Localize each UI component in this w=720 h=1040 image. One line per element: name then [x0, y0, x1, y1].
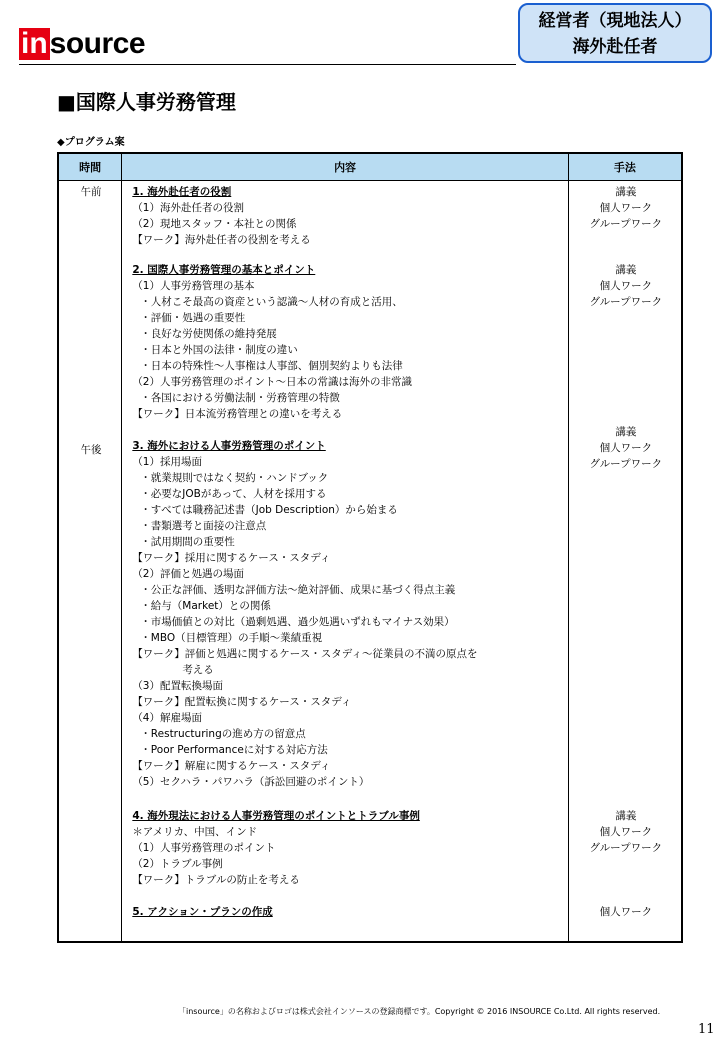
- content-line: （1）採用場面: [132, 455, 202, 468]
- content-line: （1）人事労務管理の基本: [132, 279, 255, 292]
- table-header-row: [58, 153, 682, 180]
- method-line: 個人ワーク: [599, 279, 653, 292]
- method-line: 個人ワーク: [599, 825, 653, 838]
- content-heading: 2. 国際人事労務管理の基本とポイント: [132, 263, 316, 276]
- header-method: 手法: [568, 153, 682, 180]
- content-line: （2）現地スタッフ・本社との関係: [132, 217, 297, 230]
- method-line: 講義: [615, 263, 637, 276]
- program-subtitle: ◆プログラム案: [57, 137, 125, 148]
- content-heading: 1. 海外赴任者の役割: [132, 185, 232, 198]
- content-line: ＊アメリカ、中国、インド: [132, 825, 258, 838]
- method-line: グループワーク: [589, 841, 663, 854]
- content-line: （2）人事労務管理のポイント～日本の常識は海外の非常識: [132, 375, 412, 388]
- content-line: 【ワーク】トラブルの防止を考える: [132, 873, 300, 886]
- page-number: 11: [698, 1022, 715, 1037]
- method-line: グループワーク: [589, 457, 663, 470]
- content-line: 【ワーク】配置転換に関するケース・スタディ: [132, 695, 352, 708]
- content-line: ・Poor Performanceに対する対応方法: [140, 743, 328, 756]
- time-line: 午後: [80, 443, 102, 456]
- content-line: （1）人事労務管理のポイント: [132, 841, 276, 854]
- method-line: グループワーク: [589, 217, 663, 230]
- method-line: 個人ワーク: [599, 905, 653, 918]
- content-line: （1）海外赴任者の役割: [132, 201, 244, 214]
- footer-copyright: 「insource」の名称およびロゴは株式会社インソースの登録商標です。Copyright © 2016 INSOURCE Co.Ltd. All rights reserved.: [178, 1007, 661, 1016]
- method-line: 講義: [615, 425, 637, 438]
- method-line: 個人ワーク: [599, 441, 653, 454]
- content-line: ・Restructuringの進め方の留意点: [140, 727, 306, 740]
- content-line: ・給与（Market）との関係: [140, 599, 271, 612]
- time-column: [58, 180, 122, 942]
- time-line: 午前: [80, 185, 102, 198]
- content-line: ・すべては職務記述書（Job Description）から始まる: [140, 503, 398, 516]
- content-line: （5）セクハラ・パワハラ（訴訟回避のポイント）: [132, 775, 370, 788]
- content-line: ・良好な労使関係の維持発展: [140, 327, 277, 340]
- content-heading: 4. 海外現法における人事労務管理のポイントとトラブル事例: [132, 809, 420, 822]
- method-column: [568, 180, 682, 942]
- content-line: ・人材こそ最高の資産という認識～人材の育成と活用、: [140, 295, 403, 308]
- content-line: ・各国における労働法制・労務管理の特徴: [140, 391, 340, 404]
- content-line: （2）トラブル事例: [132, 857, 223, 870]
- content-line: 【ワーク】解雇に関するケース・スタディ: [132, 759, 331, 772]
- table-body-row: [58, 180, 682, 942]
- insource-logo: [19, 24, 145, 60]
- header-divider: [19, 64, 516, 65]
- method-line: 講義: [615, 185, 637, 198]
- content-line: ・日本の特殊性～人事権は人事部、個別契約よりも法律: [140, 359, 403, 372]
- content-line: ・就業規則ではなく契約・ハンドブック: [140, 471, 329, 484]
- method-line: 講義: [615, 809, 637, 822]
- content-line: ・評価・処遇の重要性: [140, 311, 246, 324]
- content-line: （2）評価と処遇の場面: [132, 567, 244, 580]
- content-line: ・市場価値との対比（過剰処遇、過少処遇いずれもマイナス効果）: [140, 615, 455, 628]
- content-line: 【ワーク】海外赴任者の役割を考える: [132, 233, 311, 246]
- logo-source: source: [49, 27, 146, 60]
- content-heading: 3. 海外における人事労務管理のポイント: [132, 439, 326, 452]
- program-table: [57, 152, 683, 943]
- header-time: 時間: [58, 153, 122, 180]
- content-line: ・書類選考と面接の注意点: [140, 519, 267, 532]
- badge-line-2: 海外赴任者: [572, 37, 658, 57]
- content-line: ・試用期間の重要性: [140, 535, 235, 548]
- content-line: ・MBO（目標管理）の手順～業績重視: [140, 631, 323, 644]
- content-line: ・日本と外国の法律・制度の違い: [140, 343, 298, 356]
- content-line: （3）配置転換場面: [132, 679, 223, 692]
- content-line: 【ワーク】採用に関するケース・スタディ: [132, 551, 331, 564]
- target-audience-badge: [518, 3, 712, 63]
- content-line: ・公正な評価、透明な評価方法～絶対評価、成果に基づく得点主義: [140, 583, 456, 596]
- header-content: 内容: [122, 153, 569, 180]
- page-title: ■国際人事労務管理: [57, 90, 236, 114]
- content-line: 【ワーク】日本流労務管理との違いを考える: [132, 407, 343, 420]
- badge-line-1: 経営者（現地法人）: [538, 11, 692, 31]
- content-line: 【ワーク】評価と処遇に関するケース・スタディ～従業員の不満の原点を: [132, 647, 478, 660]
- content-heading: 5. アクション・プランの作成: [132, 905, 273, 918]
- content-line: ・必要なJOBがあって、人材を採用する: [140, 487, 327, 500]
- content-line: 考える: [182, 663, 214, 676]
- method-line: 個人ワーク: [599, 201, 653, 214]
- logo-in: in: [21, 27, 48, 60]
- method-line: グループワーク: [589, 295, 663, 308]
- content-line: （4）解雇場面: [132, 711, 202, 724]
- content-column: [122, 180, 569, 942]
